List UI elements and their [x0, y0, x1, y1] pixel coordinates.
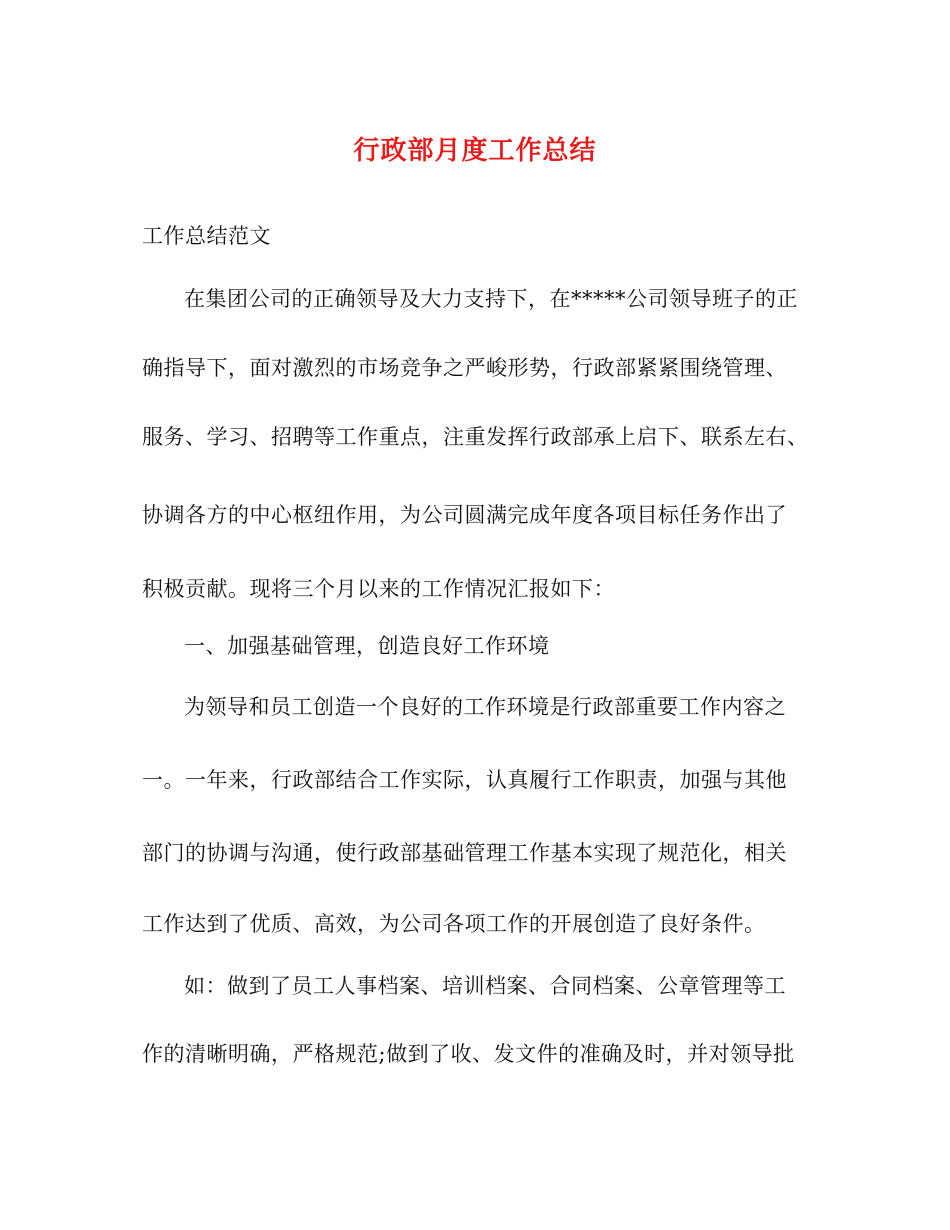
body-line: 在集团公司的正确领导及大力支持下，在*****公司领导班子的正 — [184, 287, 798, 311]
body-line: 积极贡献。现将三个月以来的工作情况汇报如下： — [142, 577, 615, 601]
body-line: 确指导下，面对激烈的市场竞争之严峻形势，行政部紧紧围绕管理、 — [142, 356, 787, 380]
section-heading: 一、加强基础管理，创造良好工作环境 — [184, 634, 550, 658]
document-title: 行政部月度工作总结 — [353, 136, 597, 166]
body-line: 作的清晰明确，严格规范;做到了收、发文件的准确及时，并对领导批 — [142, 1042, 795, 1066]
body-line: 协调各方的中心枢纽作用，为公司圆满完成年度各项目标任务作出了 — [142, 503, 787, 527]
body-line: 一。一年来，行政部结合工作实际，认真履行工作职责，加强与其他 — [142, 768, 787, 792]
body-line: 如：做到了员工人事档案、培训档案、合同档案、公章管理等工 — [184, 974, 786, 998]
subtitle-line: 工作总结范文 — [142, 224, 271, 248]
body-line: 为领导和员工创造一个良好的工作环境是行政部重要工作内容之 — [184, 695, 786, 719]
body-line: 服务、学习、招聘等工作重点，注重发挥行政部承上启下、联系左右、 — [142, 425, 809, 449]
body-line: 工作达到了优质、高效，为公司各项工作的开展创造了良好条件。 — [142, 912, 766, 936]
body-line: 部门的协调与沟通，使行政部基础管理工作基本实现了规范化，相关 — [142, 841, 787, 865]
